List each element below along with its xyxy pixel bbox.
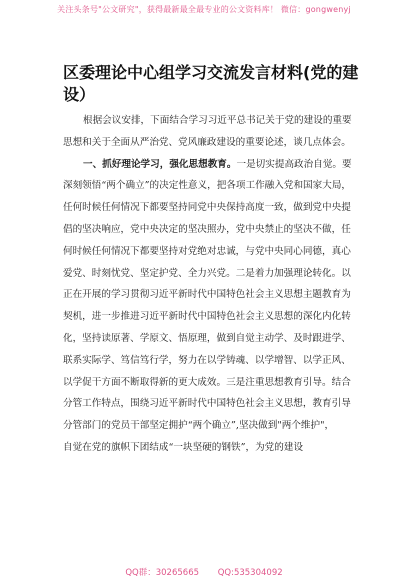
header-banner: 关注头条号"公文研究"，获得最新最全最专业的公文资料库！ 微信：gongwenyj	[57, 5, 351, 14]
section-1-continuation-a: 围绕习近平新时代中国特色社会主义思想，教育引导分管部	[63, 398, 351, 432]
footer-qq: QQ:535304092	[217, 568, 283, 578]
section-1-last-line: 自觉在党的旗帜下团结成“一块坚硬的钢铁”，为党的建设	[63, 441, 304, 453]
footer-qq-group: QQ群：30265665	[125, 568, 200, 578]
intro-paragraph: 根据会议安排，下面结合学习习近平总书记关于党的建设的重要思想和关于全面从严治党、党风廉政建设的重要论述，谈几点体会。	[63, 115, 352, 148]
document-body	[63, 110, 353, 459]
footer	[0, 566, 408, 578]
section-1-continuation-b: 门的党员干部坚定拥护“两个确立”,坚决做到"两个维护"，	[91, 420, 335, 432]
document-title: 区委理论中心组学习交流发言材料(党的建设）	[63, 63, 359, 104]
section-1-body: 一是切实提高政治自觉。要深刻领悟“两个确立”的决定性意义，把各项工作融入党和国家大局，任何时候任何情况下都要坚持同党中央保持高度一致，做到党中央提倡的坚决响应，党中央决定的坚决照办，党中央禁止的坚决不做，任何时候任何情况下都要坚持对党绝对忠诚，与党中央同心同德，真心爱党、时刻忧党、坚定护党、全力兴党。二是着力加强理论转化。以正在开展的学习贯彻习近平新时代中国特色社会主义思想主题教育为契机，进一步推进习近平新时代中国特色社会主义思想的深化内化转化，坚持读原著、学原文、悟原理，做到自觉主动学、及时跟进学、联系实际学、笃信笃行学，努力在以学铸魂、以学增智、以学正风、以学促干方面不断取得新的更大成效。三是注重思想教育引导。结合分管工作特点，	[63, 158, 352, 410]
section-1-heading: 一、抓好理论学习，强化思想教育。	[83, 158, 237, 170]
section-1-paragraph	[63, 154, 353, 437]
